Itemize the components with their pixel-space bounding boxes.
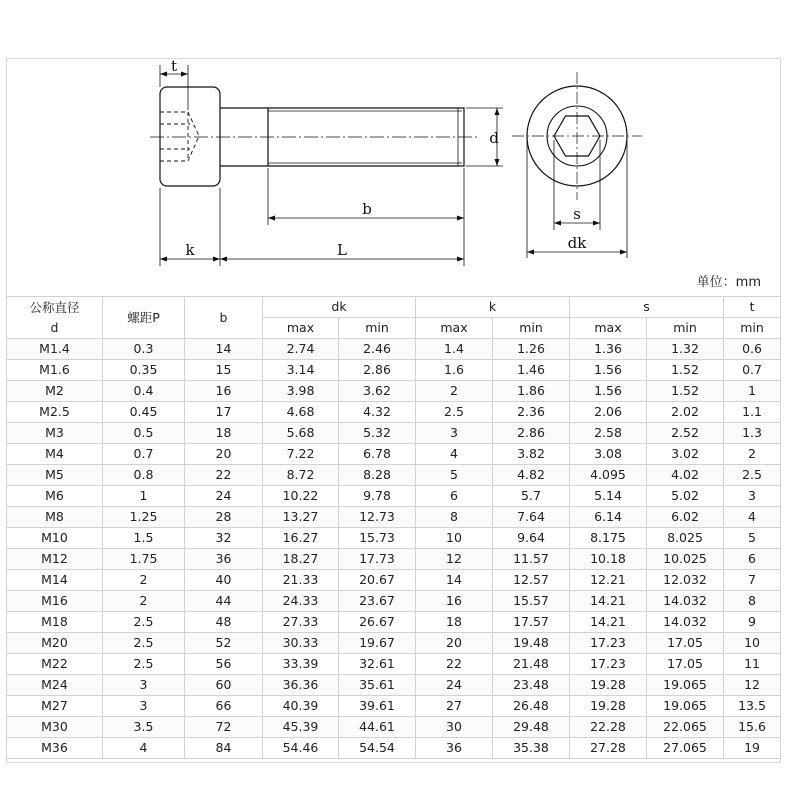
cell-size: M2.5	[7, 402, 103, 423]
cell-k-min: 15.57	[493, 591, 570, 612]
cell-size: M3	[7, 423, 103, 444]
cell-dk-max: 36.36	[263, 675, 339, 696]
header-s-min: min	[647, 318, 724, 339]
cell-pitch: 1	[103, 486, 185, 507]
cell-pitch: 2.5	[103, 654, 185, 675]
cell-dk-max: 18.27	[263, 549, 339, 570]
cell-dk-max: 54.46	[263, 738, 339, 759]
table-row	[7, 738, 781, 759]
cell-dk-max: 45.39	[263, 717, 339, 738]
cell-size: M5	[7, 465, 103, 486]
cell-k-max: 20	[416, 633, 493, 654]
center-lines-end	[512, 72, 642, 200]
cell-size: M30	[7, 717, 103, 738]
cell-t-min: 0.6	[724, 339, 781, 360]
cell-pitch: 1.5	[103, 528, 185, 549]
header-dk-max: max	[263, 318, 339, 339]
cell-s-min: 12.032	[647, 570, 724, 591]
cell-pitch: 0.5	[103, 423, 185, 444]
header-t: t	[724, 297, 781, 318]
table-row	[7, 591, 781, 612]
cell-t-min: 2	[724, 444, 781, 465]
cell-k-max: 14	[416, 570, 493, 591]
cell-s-max: 3.08	[570, 444, 647, 465]
cell-pitch: 0.45	[103, 402, 185, 423]
cell-s-max: 2.58	[570, 423, 647, 444]
cell-s-min: 1.52	[647, 360, 724, 381]
cell-t-min: 11	[724, 654, 781, 675]
header-k-max: max	[416, 318, 493, 339]
cell-pitch: 0.7	[103, 444, 185, 465]
cell-s-max: 12.21	[570, 570, 647, 591]
cell-dk-min: 8.28	[339, 465, 416, 486]
cell-dk-min: 19.67	[339, 633, 416, 654]
cell-s-min: 10.025	[647, 549, 724, 570]
cell-b: 17	[185, 402, 263, 423]
cell-dk-min: 2.46	[339, 339, 416, 360]
table-row	[7, 654, 781, 675]
table-row	[7, 486, 781, 507]
cell-k-max: 1.4	[416, 339, 493, 360]
cell-s-min: 19.065	[647, 696, 724, 717]
cell-s-min: 27.065	[647, 738, 724, 759]
cell-b: 15	[185, 360, 263, 381]
cell-s-min: 4.02	[647, 465, 724, 486]
cell-dk-min: 9.78	[339, 486, 416, 507]
header-k: k	[416, 297, 570, 318]
cell-k-min: 26.48	[493, 696, 570, 717]
cell-k-min: 21.48	[493, 654, 570, 675]
cell-k-max: 2	[416, 381, 493, 402]
cell-size: M24	[7, 675, 103, 696]
cell-s-max: 6.14	[570, 507, 647, 528]
cell-k-min: 11.57	[493, 549, 570, 570]
cell-k-max: 6	[416, 486, 493, 507]
cell-s-max: 8.175	[570, 528, 647, 549]
cell-b: 16	[185, 381, 263, 402]
cell-t-min: 10	[724, 633, 781, 654]
cell-dk-max: 7.22	[263, 444, 339, 465]
cell-s-max: 1.56	[570, 381, 647, 402]
cell-s-min: 17.05	[647, 654, 724, 675]
cell-dk-min: 35.61	[339, 675, 416, 696]
cell-k-max: 36	[416, 738, 493, 759]
cell-pitch: 2	[103, 570, 185, 591]
cell-b: 40	[185, 570, 263, 591]
cell-s-max: 1.56	[570, 360, 647, 381]
cell-dk-max: 4.68	[263, 402, 339, 423]
cell-b: 20	[185, 444, 263, 465]
cell-dk-max: 10.22	[263, 486, 339, 507]
cell-b: 32	[185, 528, 263, 549]
cell-s-min: 2.02	[647, 402, 724, 423]
cell-t-min: 1.3	[724, 423, 781, 444]
cell-pitch: 1.75	[103, 549, 185, 570]
cell-k-max: 18	[416, 612, 493, 633]
cell-size: M1.4	[7, 339, 103, 360]
cell-s-min: 17.05	[647, 633, 724, 654]
cell-dk-min: 20.67	[339, 570, 416, 591]
cell-dk-max: 21.33	[263, 570, 339, 591]
label-s: s	[573, 205, 581, 223]
header-dk-min: min	[339, 318, 416, 339]
cell-dk-min: 32.61	[339, 654, 416, 675]
cell-k-min: 2.36	[493, 402, 570, 423]
cell-dk-min: 39.61	[339, 696, 416, 717]
cell-size: M18	[7, 612, 103, 633]
cell-s-max: 19.28	[570, 675, 647, 696]
cell-k-min: 5.7	[493, 486, 570, 507]
cell-size: M6	[7, 486, 103, 507]
cell-dk-max: 40.39	[263, 696, 339, 717]
cell-t-min: 9	[724, 612, 781, 633]
cell-size: M4	[7, 444, 103, 465]
cell-pitch: 3	[103, 696, 185, 717]
cell-pitch: 0.3	[103, 339, 185, 360]
table-row	[7, 612, 781, 633]
specification-table	[6, 296, 781, 759]
table-row	[7, 696, 781, 717]
cell-size: M22	[7, 654, 103, 675]
cell-pitch: 0.8	[103, 465, 185, 486]
cell-dk-min: 6.78	[339, 444, 416, 465]
label-L: L	[337, 241, 347, 259]
label-k: k	[185, 241, 195, 259]
table-row	[7, 444, 781, 465]
cell-t-min: 13.5	[724, 696, 781, 717]
cell-k-max: 10	[416, 528, 493, 549]
table-header	[7, 297, 781, 339]
table-row	[7, 381, 781, 402]
cell-b: 24	[185, 486, 263, 507]
cell-s-min: 1.32	[647, 339, 724, 360]
cell-k-min: 1.46	[493, 360, 570, 381]
cell-k-max: 22	[416, 654, 493, 675]
cell-dk-max: 27.33	[263, 612, 339, 633]
cell-dk-min: 44.61	[339, 717, 416, 738]
cell-k-max: 3	[416, 423, 493, 444]
label-t: t	[170, 57, 178, 75]
cell-s-max: 10.18	[570, 549, 647, 570]
table-row	[7, 528, 781, 549]
cell-pitch: 2	[103, 591, 185, 612]
cell-b: 72	[185, 717, 263, 738]
header-nominal-diameter-label: 公称直径	[29, 299, 80, 315]
cell-t-min: 7	[724, 570, 781, 591]
cell-k-max: 24	[416, 675, 493, 696]
cell-t-min: 19	[724, 738, 781, 759]
table-row	[7, 465, 781, 486]
cell-b: 44	[185, 591, 263, 612]
cell-dk-min: 5.32	[339, 423, 416, 444]
header-nominal-diameter	[7, 297, 103, 339]
header-pitch: 螺距P	[103, 297, 185, 339]
cell-k-min: 4.82	[493, 465, 570, 486]
cell-b: 52	[185, 633, 263, 654]
table-row	[7, 339, 781, 360]
cell-s-min: 6.02	[647, 507, 724, 528]
cell-s-max: 5.14	[570, 486, 647, 507]
cell-t-min: 6	[724, 549, 781, 570]
table-row	[7, 549, 781, 570]
header-k-min: min	[493, 318, 570, 339]
cell-k-max: 2.5	[416, 402, 493, 423]
cell-dk-min: 2.86	[339, 360, 416, 381]
cell-size: M16	[7, 591, 103, 612]
cell-size: M2	[7, 381, 103, 402]
cell-dk-min: 15.73	[339, 528, 416, 549]
header-t-min: min	[724, 318, 781, 339]
cell-k-min: 35.38	[493, 738, 570, 759]
cell-t-min: 3	[724, 486, 781, 507]
cell-size: M8	[7, 507, 103, 528]
cell-size: M20	[7, 633, 103, 654]
cell-s-min: 8.025	[647, 528, 724, 549]
cell-t-min: 8	[724, 591, 781, 612]
cell-s-max: 22.28	[570, 717, 647, 738]
cell-s-min: 3.02	[647, 444, 724, 465]
cell-pitch: 0.4	[103, 381, 185, 402]
table-row	[7, 423, 781, 444]
cell-t-min: 0.7	[724, 360, 781, 381]
cell-size: M27	[7, 696, 103, 717]
cell-t-min: 5	[724, 528, 781, 549]
cell-dk-max: 5.68	[263, 423, 339, 444]
cell-pitch: 2.5	[103, 612, 185, 633]
cell-s-min: 14.032	[647, 612, 724, 633]
cell-k-max: 27	[416, 696, 493, 717]
cell-b: 56	[185, 654, 263, 675]
cell-dk-min: 17.73	[339, 549, 416, 570]
header-b: b	[185, 297, 263, 339]
table-body	[7, 339, 781, 759]
cell-dk-min: 23.67	[339, 591, 416, 612]
header-s-max: max	[570, 318, 647, 339]
cell-b: 28	[185, 507, 263, 528]
cell-size: M12	[7, 549, 103, 570]
cell-t-min: 12	[724, 675, 781, 696]
cell-s-min: 1.52	[647, 381, 724, 402]
cell-k-max: 30	[416, 717, 493, 738]
label-dk: dk	[567, 234, 587, 252]
cell-b: 18	[185, 423, 263, 444]
table-row	[7, 717, 781, 738]
cell-s-min: 14.032	[647, 591, 724, 612]
cell-s-max: 14.21	[570, 591, 647, 612]
cell-dk-min: 26.67	[339, 612, 416, 633]
cell-pitch: 3	[103, 675, 185, 696]
table-row	[7, 675, 781, 696]
cell-dk-max: 30.33	[263, 633, 339, 654]
cell-b: 66	[185, 696, 263, 717]
cell-s-max: 2.06	[570, 402, 647, 423]
cell-dk-max: 8.72	[263, 465, 339, 486]
cell-k-min: 1.86	[493, 381, 570, 402]
cell-pitch: 0.35	[103, 360, 185, 381]
label-d: d	[489, 129, 499, 147]
table-row	[7, 507, 781, 528]
cell-size: M10	[7, 528, 103, 549]
cell-s-min: 19.065	[647, 675, 724, 696]
cell-k-min: 12.57	[493, 570, 570, 591]
cell-k-max: 5	[416, 465, 493, 486]
cell-dk-max: 24.33	[263, 591, 339, 612]
cell-t-min: 4	[724, 507, 781, 528]
cell-dk-max: 3.14	[263, 360, 339, 381]
cell-k-max: 1.6	[416, 360, 493, 381]
screw-head-side	[160, 87, 220, 186]
cell-b: 22	[185, 465, 263, 486]
cell-k-max: 4	[416, 444, 493, 465]
cell-s-min: 5.02	[647, 486, 724, 507]
cell-dk-max: 2.74	[263, 339, 339, 360]
unit-label: 单位：mm	[696, 275, 761, 290]
header-s: s	[570, 297, 724, 318]
cell-s-max: 1.36	[570, 339, 647, 360]
cell-s-max: 14.21	[570, 612, 647, 633]
cell-b: 48	[185, 612, 263, 633]
cell-k-min: 9.64	[493, 528, 570, 549]
cell-k-min: 1.26	[493, 339, 570, 360]
cell-s-max: 17.23	[570, 654, 647, 675]
cell-b: 84	[185, 738, 263, 759]
table-row	[7, 360, 781, 381]
cell-size: M1.6	[7, 360, 103, 381]
label-b: b	[362, 200, 372, 218]
cell-k-min: 29.48	[493, 717, 570, 738]
cell-k-min: 19.48	[493, 633, 570, 654]
screw-technical-drawing	[0, 0, 789, 296]
cell-size: M36	[7, 738, 103, 759]
cell-t-min: 1	[724, 381, 781, 402]
hex-socket-hidden-lines	[160, 112, 199, 161]
cell-k-min: 17.57	[493, 612, 570, 633]
cell-t-min: 1.1	[724, 402, 781, 423]
cell-s-min: 22.065	[647, 717, 724, 738]
cell-s-max: 4.095	[570, 465, 647, 486]
cell-t-min: 15.6	[724, 717, 781, 738]
cell-k-min: 7.64	[493, 507, 570, 528]
table-row	[7, 570, 781, 591]
cell-s-min: 2.52	[647, 423, 724, 444]
cell-pitch: 3.5	[103, 717, 185, 738]
cell-dk-min: 12.73	[339, 507, 416, 528]
cell-b: 14	[185, 339, 263, 360]
cell-s-max: 27.28	[570, 738, 647, 759]
table-row	[7, 402, 781, 423]
cell-k-min: 23.48	[493, 675, 570, 696]
cell-pitch: 4	[103, 738, 185, 759]
cell-s-max: 17.23	[570, 633, 647, 654]
cell-dk-max: 3.98	[263, 381, 339, 402]
cell-b: 36	[185, 549, 263, 570]
cell-dk-max: 13.27	[263, 507, 339, 528]
cell-pitch: 2.5	[103, 633, 185, 654]
header-dk: dk	[263, 297, 416, 318]
cell-dk-min: 3.62	[339, 381, 416, 402]
dimension-k-L	[160, 188, 464, 266]
cell-k-max: 16	[416, 591, 493, 612]
cell-s-max: 19.28	[570, 696, 647, 717]
cell-size: M14	[7, 570, 103, 591]
cell-dk-min: 4.32	[339, 402, 416, 423]
cell-dk-min: 54.54	[339, 738, 416, 759]
cell-t-min: 2.5	[724, 465, 781, 486]
cell-pitch: 1.25	[103, 507, 185, 528]
header-nominal-diameter-symbol: d	[50, 319, 59, 335]
cell-k-max: 8	[416, 507, 493, 528]
table-row	[7, 633, 781, 654]
cell-k-min: 3.82	[493, 444, 570, 465]
cell-k-max: 12	[416, 549, 493, 570]
cell-dk-max: 16.27	[263, 528, 339, 549]
cell-dk-max: 33.39	[263, 654, 339, 675]
cell-k-min: 2.86	[493, 423, 570, 444]
cell-b: 60	[185, 675, 263, 696]
